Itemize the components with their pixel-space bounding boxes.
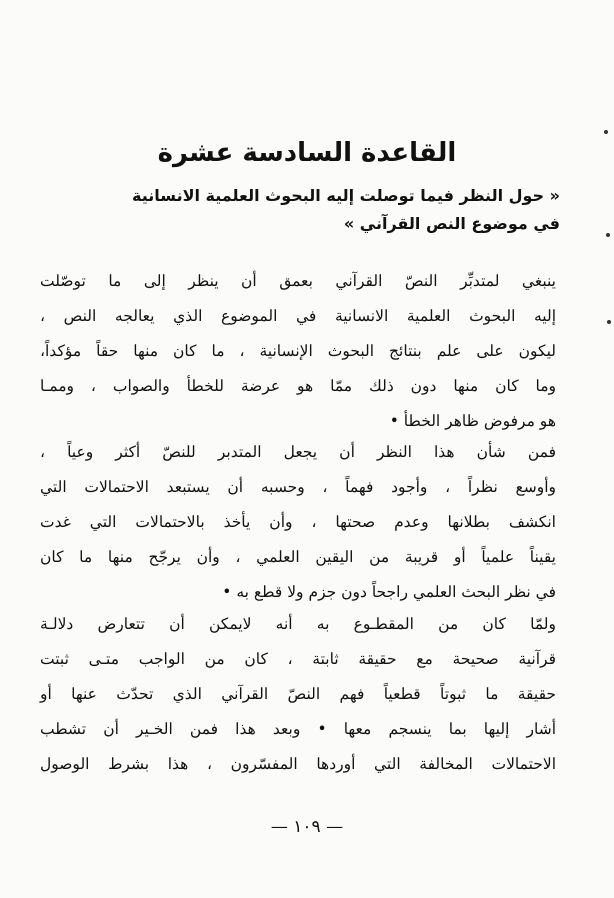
- text-line: فمن شأن هذا النظر أن يجعل المتدبر للنصّ أكثر وعياً ،: [40, 443, 556, 461]
- page-title: القاعدة السادسة عشرة: [157, 138, 457, 168]
- text-line: ولمّا كان من المقطـوع به أنه لايمكن أن تتعارض دلالـة: [40, 615, 556, 633]
- text-line: يقيناً علمياً أو قريبة من اليقين العلمي ، وأن يرجّح منها ما كان: [40, 548, 556, 566]
- text-line: هو مرفوض ظاهر الخطأ •: [389, 412, 556, 430]
- scan-speck: [607, 320, 611, 324]
- text-line: ينبغي لمتدبِّر النصّ القرآني بعمق أن ينظر إلى ما توصّلت: [40, 272, 556, 290]
- subtitle-line: في موضوع النص القرآني »: [343, 214, 560, 233]
- paragraph-3: [40, 607, 556, 782]
- text-line: انكشف بطلانها وعدم صحتها ، وأن يأخذ بالاحتمالات التي غدت: [40, 513, 556, 531]
- text-line: حقيقة ما ثبوتاً قطعياً فهم النصّ القرآني الذي تحدّث عنها أو: [40, 685, 556, 703]
- text-line: في نظر البحث العلمي راجحاً دون جزم ولا قطع به •: [222, 583, 556, 601]
- paragraph-1: [40, 264, 556, 439]
- paragraph-2: [40, 435, 556, 610]
- page-number: — ١٠٩ —: [270, 817, 344, 837]
- text-line: الاحتمالات المخالفة التي أوردها المفسّرون ، هذا بشرط الوصول: [40, 755, 556, 773]
- text-line: إليه البحوث العلمية الانسانية في الموضوع الذي يعالجه النص ،: [40, 307, 556, 325]
- text-line: قرآنية صحيحة مع حقيقة ثابتة ، كان من الواجب متـى ثبتت: [40, 650, 556, 668]
- text-line: وما كان منها دون ذلك ممّا هو عرضة للخطأ والصواب ، وممـا: [40, 377, 556, 395]
- text-line: ليكون على علم بنتائج البحوث الإنسانية ، ما كان منها حقاً مؤكداً،: [40, 342, 556, 360]
- text-line: أشار إليها بما ينسجم معها • وبعد هذا فمن الخـير أن تشطب: [40, 720, 556, 738]
- scan-speck: [606, 233, 610, 237]
- subtitle-line: « حول النظر فيما توصلت إليه البحوث العلمية الانسانية: [132, 186, 560, 205]
- scan-speck: [604, 130, 608, 134]
- text-line: وأوسع نظراً ، وأجود فهماً ، وحسبه أن يستبعد الاحتمالات التي: [40, 478, 556, 496]
- subtitle: [132, 182, 560, 238]
